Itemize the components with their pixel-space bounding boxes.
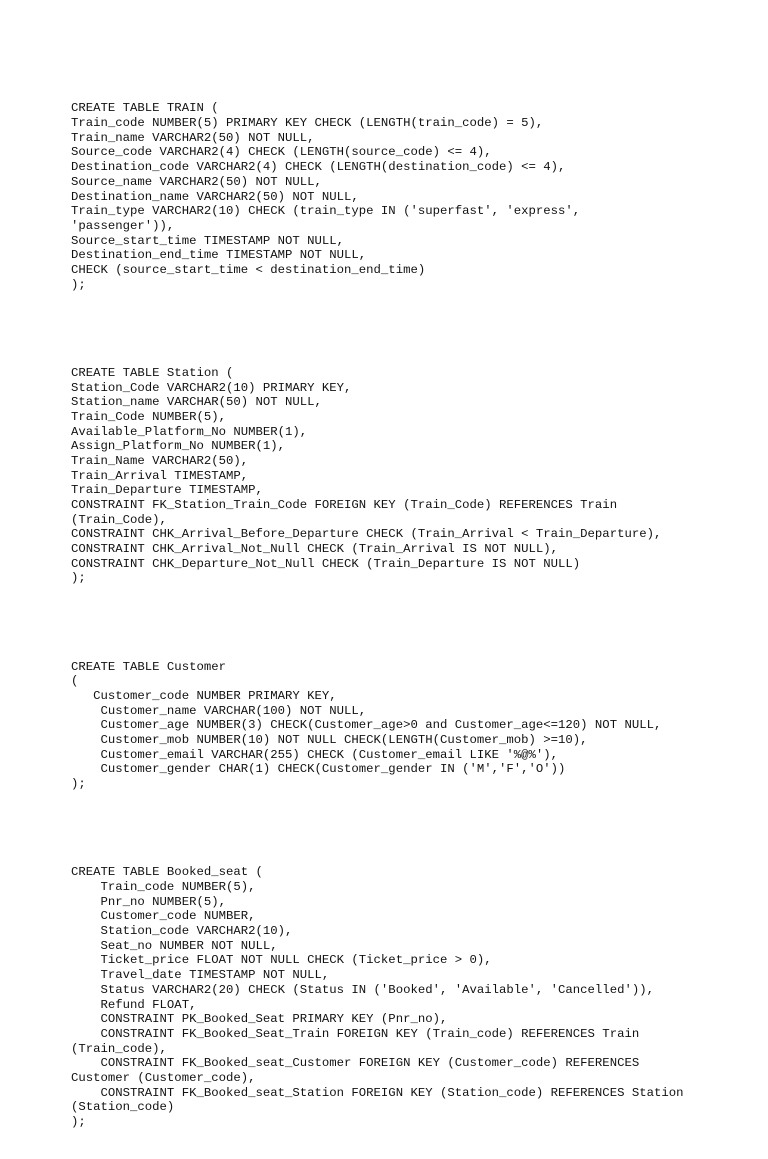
code-line: Customer_code NUMBER, — [71, 909, 256, 924]
code-line: Customer_gender CHAR(1) CHECK(Customer_gender IN ('M','F','O')) — [71, 762, 566, 777]
code-line: Available_Platform_No NUMBER(1), — [71, 424, 308, 439]
code-line: Train_code NUMBER(5), — [71, 880, 256, 895]
code-line: CHECK (source_start_time < destination_end_time) — [71, 262, 426, 277]
code-line: (Station_code) — [71, 1100, 175, 1115]
code-line: Customer_age NUMBER(3) CHECK(Customer_age>0 and Customer_age<=120) NOT NULL, — [71, 718, 662, 733]
code-line: CONSTRAINT FK_Booked_Seat_Train FOREIGN KEY (Train_code) REFERENCES Train — [71, 1026, 640, 1041]
code-line: CREATE TABLE Booked_seat ( — [71, 865, 263, 880]
code-line: CONSTRAINT CHK_Arrival_Not_Null CHECK (Train_Arrival IS NOT NULL), — [71, 542, 559, 557]
code-line: Refund FLOAT, — [71, 997, 197, 1012]
block-spacer — [71, 821, 684, 836]
code-line: Destination_code VARCHAR2(4) CHECK (LENGTH(destination_code) <= 4), — [71, 160, 566, 175]
code-line: Customer (Customer_code), — [71, 1070, 256, 1085]
code-line: Destination_name VARCHAR2(50) NOT NULL, — [71, 189, 359, 204]
code-line: Train_Code NUMBER(5), — [71, 409, 226, 424]
code-line: Train_Departure TIMESTAMP, — [71, 483, 263, 498]
code-line: CREATE TABLE Station ( — [71, 365, 234, 380]
code-line: Station_Code VARCHAR2(10) PRIMARY KEY, — [71, 380, 352, 395]
booked-seat-table-block — [71, 865, 684, 1129]
station-table-block — [71, 366, 684, 586]
customer-table-block — [71, 660, 684, 792]
code-line: ); — [71, 277, 86, 292]
code-line: Seat_no NUMBER NOT NULL, — [71, 938, 278, 953]
code-line: Customer_mob NUMBER(10) NOT NULL CHECK(LENGTH(Customer_mob) >=10), — [71, 733, 588, 748]
code-line: Train_Arrival TIMESTAMP, — [71, 468, 249, 483]
sql-code-listing — [71, 72, 684, 1159]
code-line: ); — [71, 777, 86, 792]
code-line: Source_name VARCHAR2(50) NOT NULL, — [71, 174, 322, 189]
code-line: Source_start_time TIMESTAMP NOT NULL, — [71, 233, 345, 248]
code-line: Customer_name VARCHAR(100) NOT NULL, — [71, 703, 367, 718]
code-line: (Train_Code), — [71, 512, 167, 527]
code-line: CONSTRAINT CHK_Departure_Not_Null CHECK (Train_Departure IS NOT NULL) — [71, 556, 581, 571]
code-line: Status VARCHAR2(20) CHECK (Status IN ('Booked', 'Available', 'Cancelled')), — [71, 982, 654, 997]
code-line: Customer_code NUMBER PRIMARY KEY, — [71, 689, 337, 704]
code-line: Customer_email VARCHAR(255) CHECK (Customer_email LIKE '%@%'), — [71, 747, 559, 762]
code-line: Train_Name VARCHAR2(50), — [71, 453, 249, 468]
code-line: CONSTRAINT FK_Booked_seat_Customer FOREIGN KEY (Customer_code) REFERENCES — [71, 1056, 640, 1071]
code-line: Destination_end_time TIMESTAMP NOT NULL, — [71, 248, 367, 263]
code-line: Ticket_price FLOAT NOT NULL CHECK (Ticket_price > 0), — [71, 953, 492, 968]
block-spacer — [71, 322, 684, 337]
code-line: ( — [71, 674, 79, 689]
code-line: CONSTRAINT CHK_Arrival_Before_Departure CHECK (Train_Arrival < Train_Departure), — [71, 527, 662, 542]
code-line: Train_name VARCHAR2(50) NOT NULL, — [71, 130, 315, 145]
code-line: Train_code NUMBER(5) PRIMARY KEY CHECK (LENGTH(train_code) = 5), — [71, 116, 544, 131]
code-line: Station_name VARCHAR(50) NOT NULL, — [71, 395, 322, 410]
block-spacer — [71, 616, 684, 631]
code-line: ); — [71, 1115, 86, 1130]
code-line: CREATE TABLE Customer — [71, 659, 226, 674]
code-line: CONSTRAINT FK_Station_Train_Code FOREIGN KEY (Train_Code) REFERENCES Train — [71, 498, 618, 513]
code-line: 'passenger')), — [71, 218, 175, 233]
code-line: Pnr_no NUMBER(5), — [71, 894, 226, 909]
code-line: CONSTRAINT FK_Booked_seat_Station FOREIGN KEY (Station_code) REFERENCES Station — [71, 1085, 684, 1100]
code-line: Assign_Platform_No NUMBER(1), — [71, 439, 286, 454]
code-line: (Train_code), — [71, 1041, 167, 1056]
code-line: Station_code VARCHAR2(10), — [71, 924, 293, 939]
train-table-block — [71, 101, 684, 292]
code-line: Travel_date TIMESTAMP NOT NULL, — [71, 968, 330, 983]
code-line: Train_type VARCHAR2(10) CHECK (train_type IN ('superfast', 'express', — [71, 204, 581, 219]
code-line: CREATE TABLE TRAIN ( — [71, 101, 219, 116]
code-line: ); — [71, 571, 86, 586]
code-line: Source_code VARCHAR2(4) CHECK (LENGTH(source_code) <= 4), — [71, 145, 492, 160]
code-line: CONSTRAINT PK_Booked_Seat PRIMARY KEY (Pnr_no), — [71, 1012, 448, 1027]
